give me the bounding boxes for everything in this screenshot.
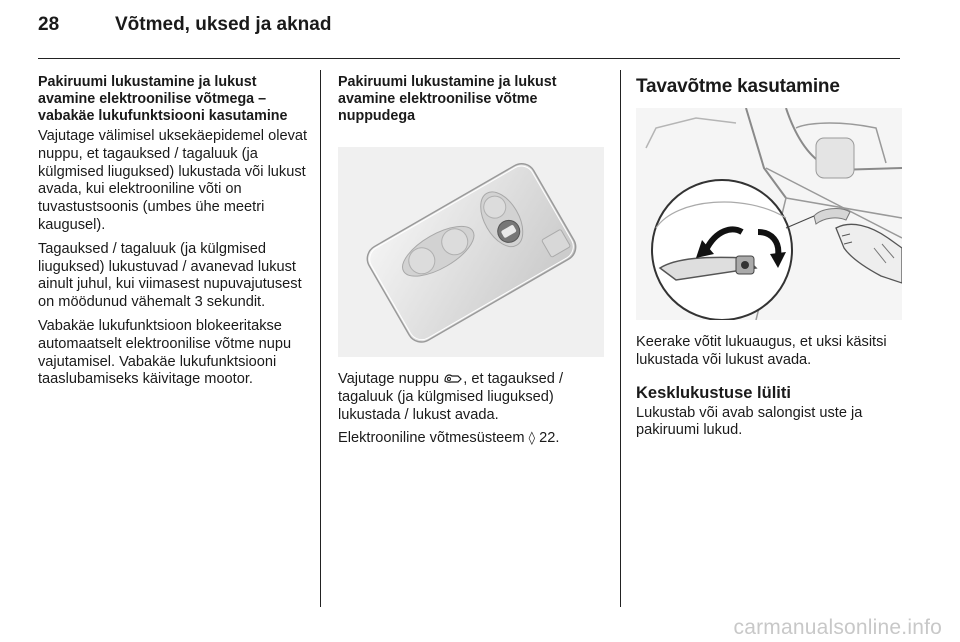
paragraph: Vajutage välimisel uksekäepidemel olevat nuppu, et tagauksed / tagaluuk (ja külgmised liuguksed) lukustada või lukust avada, kui elektrooniline võti on tuvastustsoonis (umbes ühe meetri kaugusel). [38,128,308,233]
column-3 [636,74,904,446]
header-rule [38,58,900,59]
section-heading: Kesklukustuse lüliti [636,383,791,402]
chapter-title: Võtmed, uksed ja aknad [115,14,332,35]
paragraph: Keerake võtit lukuaugus, et uksi käsitsi lukustada või lukust avada. [636,334,887,368]
watermark: carmanualsonline.info [733,616,942,639]
paragraph: Lukustab või avab salongist uste ja pakiruumi lukud. [636,404,863,439]
page-ref-arrow-icon: ◊ [528,431,536,447]
paragraph [338,430,606,448]
column-2 [338,74,606,454]
rear-door-key-icon [443,372,463,384]
paragraph: Tagauksed / tagaluuk (ja külgmised liuguksed) lukustuvad / avanevad lukust ainult juhul, kui viimasest nupuvajutusest on möödunud vähemalt 3 sekundit. [38,240,302,311]
column-divider-2 [620,70,621,607]
column-1 [38,74,308,395]
paragraph-text: Elektrooniline võtmesüsteem [338,430,529,447]
section-subheading: Pakiruumi lukustamine ja lukust avamine elektroonilise võtme nuppudega [338,74,557,124]
section-heading: Tavavõtme kasutamine [636,76,840,97]
page-number: 28 [38,14,60,35]
door-key-illustration [636,108,902,320]
paragraph-text: , et tagauksed / tagaluuk (ja külgmised liuguksed) lukustada / lukust avada. [338,371,564,423]
paragraph-text: Vajutage nuppu [338,371,444,387]
electronic-key-illustration [338,147,604,357]
paragraph: Vabakäe lukufunktsioon blokeeritakse automaatselt elektroonilise võtme nupu vajutamisel. Vabakäe lukufunktsiooni taaslubamiseks käivitage mootor. [38,317,292,388]
section-subheading: Pakiruumi lukustamine ja lukust avamine elektroonilise võtmega – vabakäe lukufunktsiooni kasutamine [38,74,288,124]
paragraph [338,371,606,424]
page-ref-number: 22. [535,430,560,447]
column-divider-1 [320,70,321,607]
